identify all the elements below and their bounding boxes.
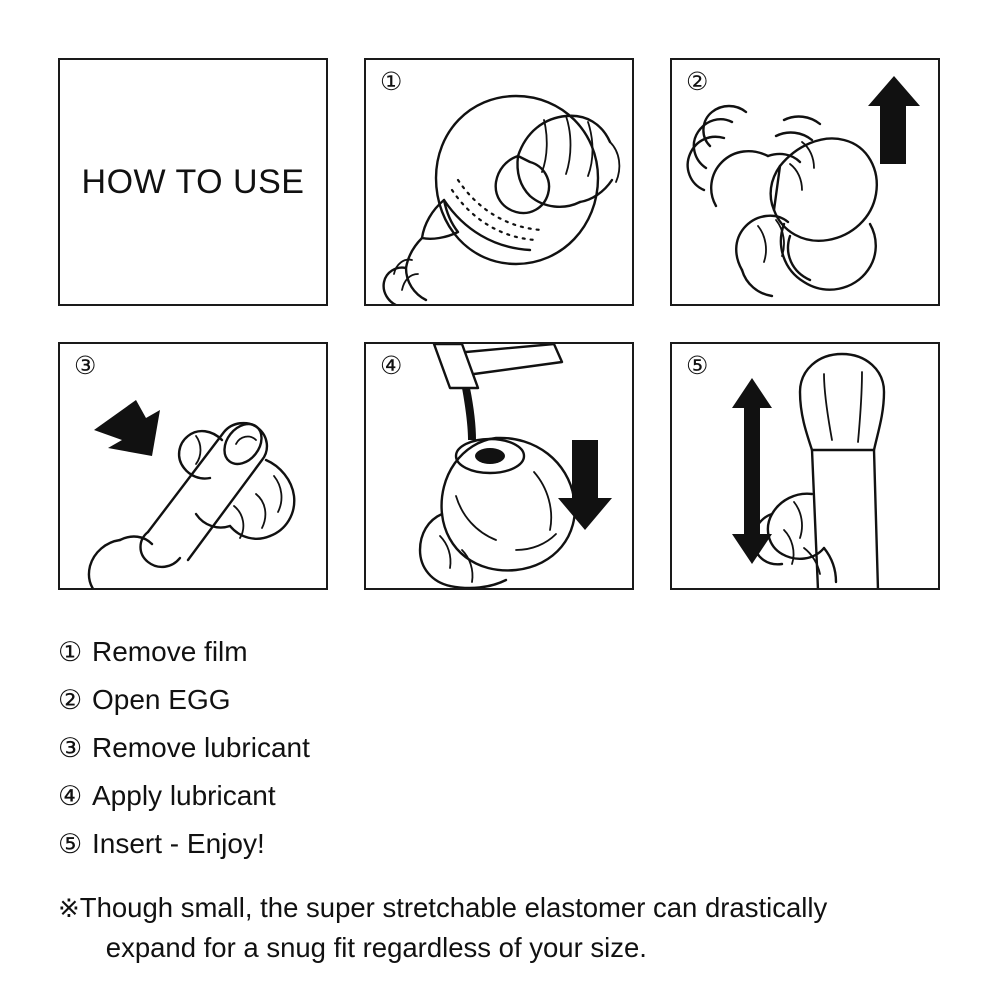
panel-insert-enjoy xyxy=(670,342,940,590)
panel-marker: ④ xyxy=(380,352,403,380)
step-marker: ③ xyxy=(58,733,83,763)
footnote xyxy=(58,888,958,968)
illustration-apply-lubricant xyxy=(366,344,634,590)
footnote-marker: ※ xyxy=(58,893,80,923)
panel-marker: ③ xyxy=(74,352,97,380)
panel-apply-lubricant xyxy=(364,342,634,590)
step-marker: ② xyxy=(58,685,83,715)
steps-list xyxy=(58,628,958,968)
list-item xyxy=(58,724,958,772)
step-label: Open EGG xyxy=(92,684,231,715)
list-item xyxy=(58,676,958,724)
page-title: HOW TO USE xyxy=(81,162,305,201)
step-label: Insert - Enjoy! xyxy=(92,828,265,859)
footnote-text xyxy=(80,888,827,968)
panel-grid xyxy=(58,58,942,590)
footnote-line-2: expand for a snug fit regardless of your size. xyxy=(105,932,647,963)
illustration-remove-film xyxy=(366,60,634,306)
step-marker: ⑤ xyxy=(58,829,83,859)
illustration-open-egg xyxy=(672,60,940,306)
step-label: Apply lubricant xyxy=(92,780,276,811)
illustration-insert-enjoy xyxy=(672,344,940,590)
panel-remove-film xyxy=(364,58,634,306)
step-label: Remove film xyxy=(92,636,248,667)
panel-open-egg xyxy=(670,58,940,306)
illustration-remove-lubricant xyxy=(60,344,328,590)
list-item xyxy=(58,820,958,868)
panel-title xyxy=(58,58,328,306)
step-marker: ④ xyxy=(58,781,83,811)
step-marker: ① xyxy=(58,637,83,667)
list-item xyxy=(58,628,958,676)
panel-marker: ② xyxy=(686,68,709,96)
panel-marker: ⑤ xyxy=(686,352,709,380)
panel-marker: ① xyxy=(380,68,403,96)
list-item xyxy=(58,772,958,820)
panel-remove-lubricant xyxy=(58,342,328,590)
footnote-line-1: Though small, the super stretchable elastomer can drastically xyxy=(79,892,828,923)
step-label: Remove lubricant xyxy=(92,732,310,763)
